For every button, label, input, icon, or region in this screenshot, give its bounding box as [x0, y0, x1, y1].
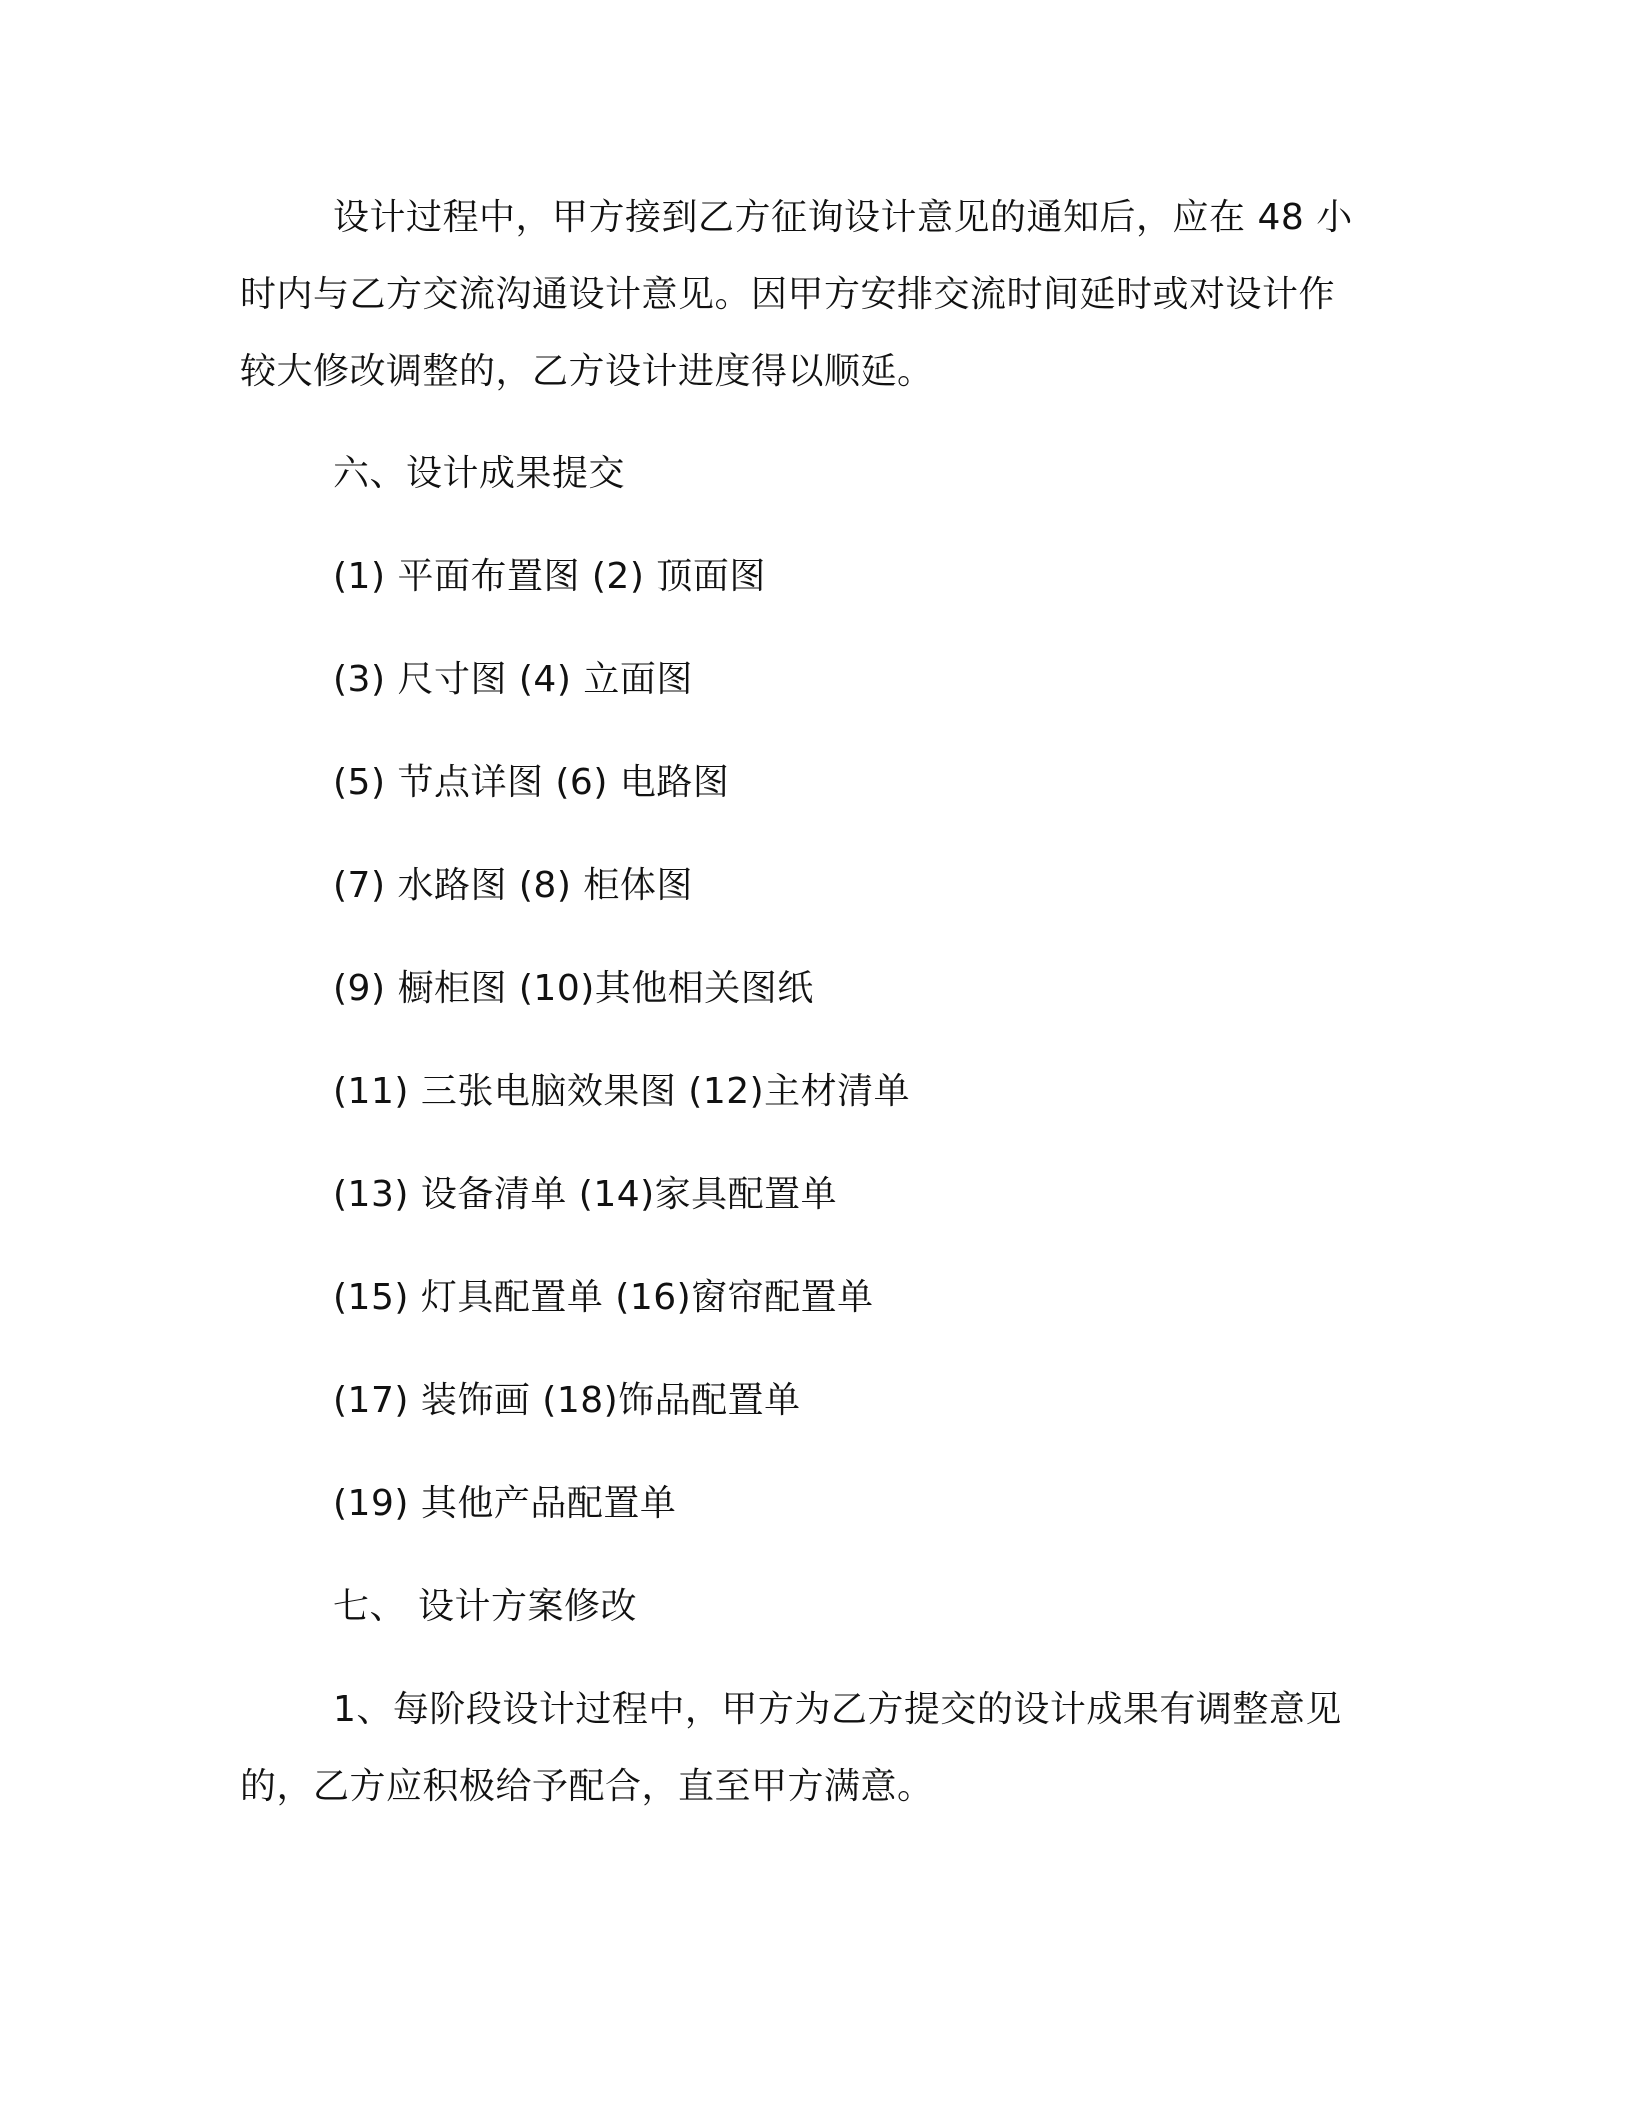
- paragraph-1-line-1: 设计过程中，甲方接到乙方征询设计意见的通知后，应在 48 小: [333, 197, 1353, 238]
- deliverable-item: (5) 节点详图 (6) 电路图: [333, 762, 730, 803]
- section-7-heading: 七、 设计方案修改: [333, 1586, 637, 1627]
- paragraph-1-line-2: 时内与乙方交流沟通设计意见。因甲方安排交流时间延时或对设计作: [240, 274, 1336, 315]
- deliverable-item: (15) 灯具配置单 (16)窗帘配置单: [333, 1277, 874, 1318]
- deliverable-item: (17) 装饰画 (18)饰品配置单: [333, 1380, 801, 1421]
- deliverable-item: (1) 平面布置图 (2) 顶面图: [333, 556, 766, 597]
- paragraph-2-line-1: 1、每阶段设计过程中，甲方为乙方提交的设计成果有调整意见: [333, 1689, 1342, 1730]
- deliverable-item: (3) 尺寸图 (4) 立面图: [333, 659, 693, 700]
- deliverable-item: (11) 三张电脑效果图 (12)主材清单: [333, 1071, 911, 1112]
- deliverable-item: (9) 橱柜图 (10)其他相关图纸: [333, 968, 814, 1009]
- paragraph-2-line-2: 的，乙方应积极给予配合，直至甲方满意。: [240, 1766, 934, 1807]
- deliverable-item: (7) 水路图 (8) 柜体图: [333, 865, 693, 906]
- paragraph-1-line-3: 较大修改调整的，乙方设计进度得以顺延。: [240, 351, 934, 392]
- deliverable-item: (13) 设备清单 (14)家具配置单: [333, 1174, 838, 1215]
- section-6-heading: 六、设计成果提交: [333, 453, 626, 494]
- deliverable-item: (19) 其他产品配置单: [333, 1483, 677, 1524]
